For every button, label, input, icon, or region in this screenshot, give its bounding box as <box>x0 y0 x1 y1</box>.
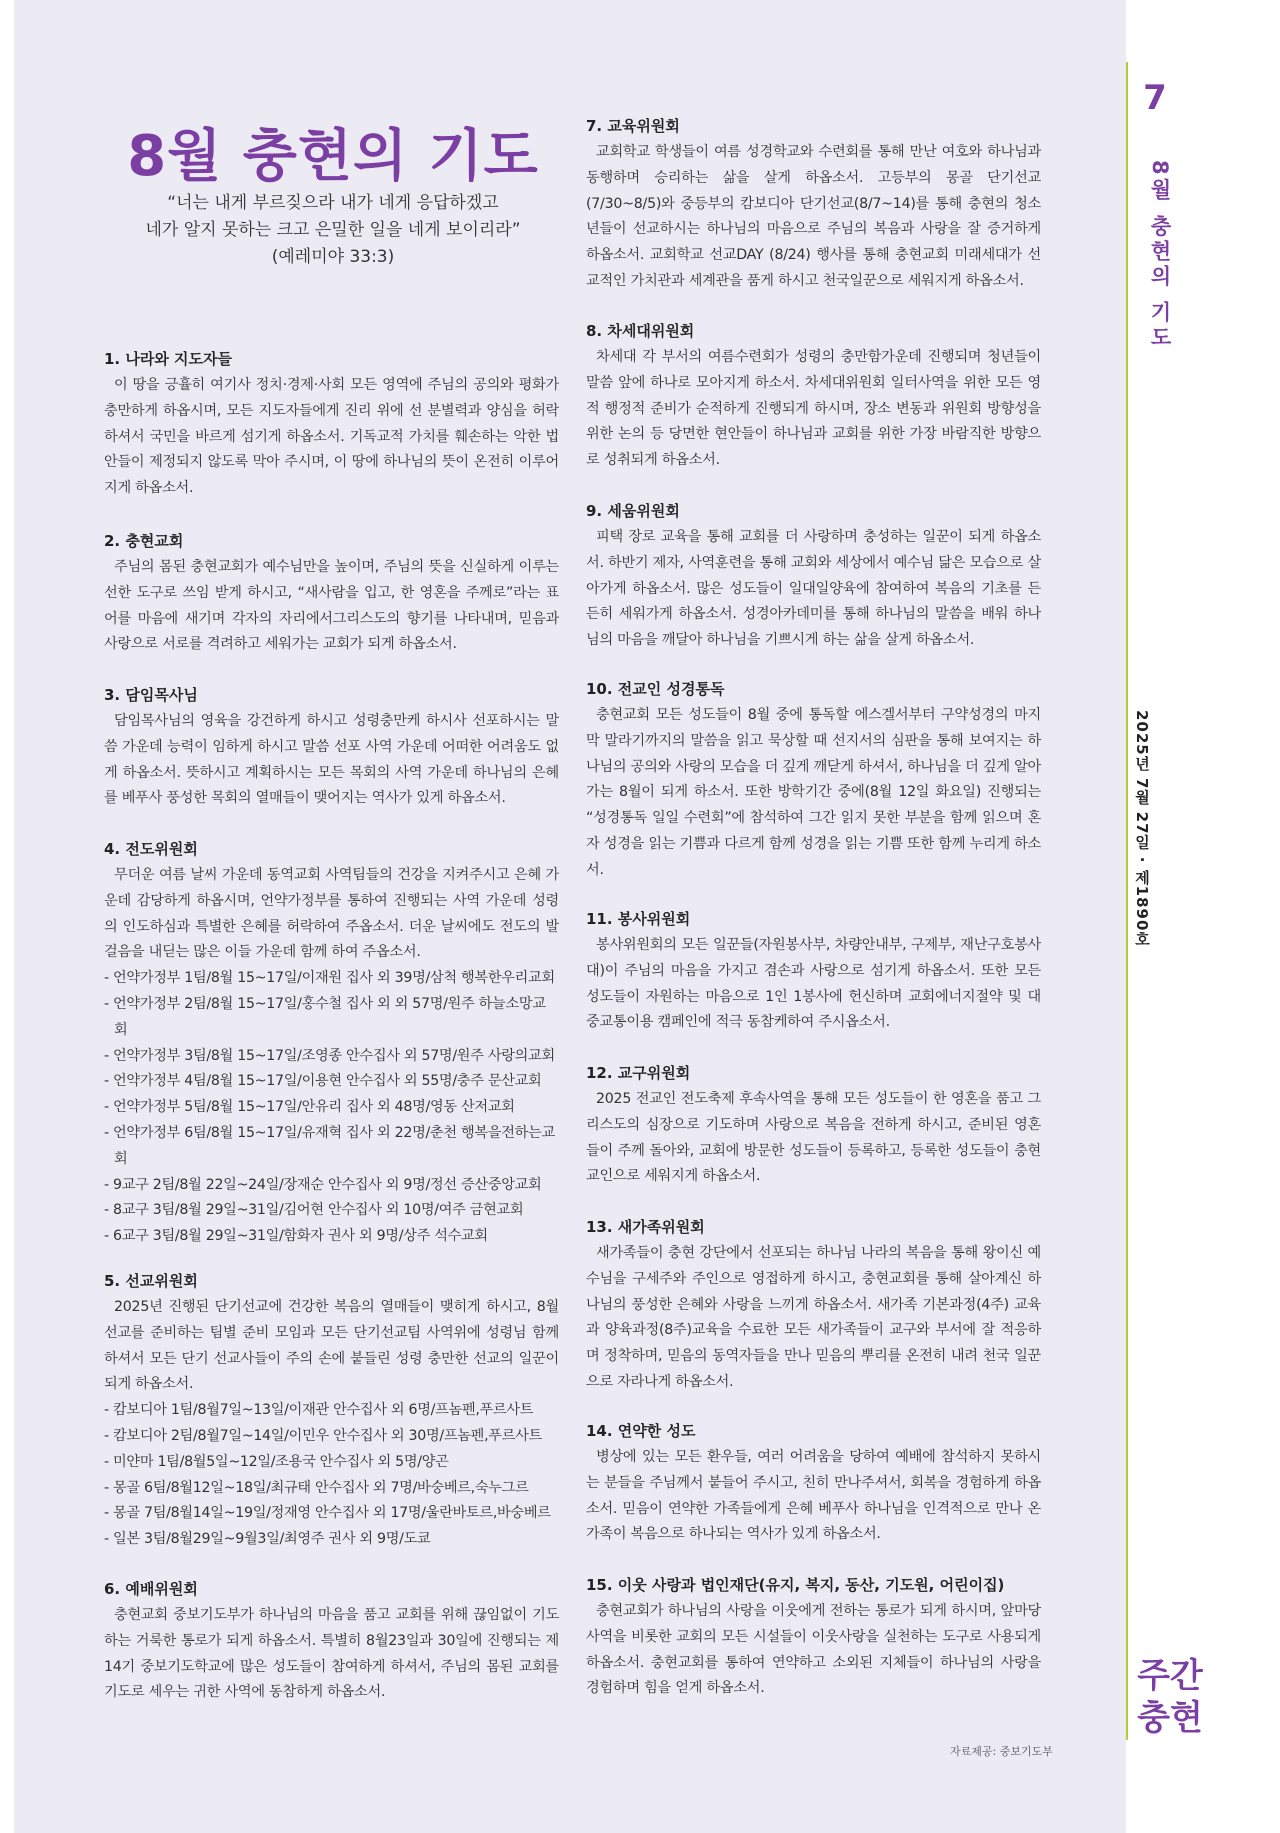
running-title: 8월 충현의 기도 <box>1148 160 1172 352</box>
section-heading: 13. 새가족위원회 <box>586 1218 705 1236</box>
list-item: - 언약가정부 6팀/8월 15~17일/유재혁 집사 외 22명/춘천 행복을전하는교회 <box>104 1124 555 1167</box>
section-body: 봉사위원회의 모든 일꾼들(자원봉사부, 차량안내부, 구제부, 재난구호봉사대)이 주님의 마음을 가지고 겸손과 사랑으로 섬기게 하옵소서. 또한 모든 성도들이 자원하는 마음으로 1인 1봉사에 헌신하며 교회에너지절약 및 대중교통이용 캠페인에 적극 동참케하여 주시옵소서. <box>586 937 1041 1031</box>
section-heading: 15. 이웃 사랑과 법인재단(유지, 복지, 동산, 기도원, 어린이집) <box>586 1576 1005 1594</box>
page-number: 7 <box>1143 78 1167 118</box>
section-heading: 10. 전교인 성경통독 <box>586 680 725 698</box>
issue-date: 2025년 7월 27일 · 제1890호 <box>1133 710 1151 948</box>
section-body: 이 땅을 긍휼히 여기사 정치·경제·사회 모든 영역에 주님의 공의와 평화가 충만하게 하옵시며, 모든 지도자들에게 진리 위에 선 분별력과 양심을 허락하셔서 국민을 바르게 섬기게 하옵소서. 기독교적 가치를 훼손하는 악한 법안들이 제정되지 않도록 막아 주시며, 이 땅에 하나님의 뜻이 온전히 이루어지게 하옵소서. <box>104 377 559 497</box>
section-heading: 8. 차세대위원회 <box>586 322 695 340</box>
section-heading: 5. 선교위원회 <box>104 1272 198 1290</box>
list-item: - 8교구 3팀/8월 29일~31일/김어현 안수집사 외 10명/여주 금현교회 <box>104 1202 524 1219</box>
prayer-section-14 <box>586 1420 1041 1548</box>
outreach-team-list <box>104 966 559 1250</box>
list-item: - 캄보디아 1팀/8월7일~13일/이재관 안수집사 외 6명/프놈펜,푸르사트 <box>104 1402 534 1419</box>
section-body: 교회학교 학생들이 여름 성경학교와 수련회를 통해 만난 여호와 하나님과 동행하며 승리하는 삶을 살게 하옵소서. 고등부의 몽골 단기선교(7/30~8/5)와 중등부의 캄보디아 단기선교(8/7~14)를 통해 충현의 청소년들이 선교하시는 하나님의 마음으로 주님의 복음과 사랑을 잘 증거하게 하옵소서. 교회학교 선교DAY (8/24) 행사를 통해 충현교회 미래세대가 선교적인 가치관과 세계관을 품게 하시고 천국일꾼으로 세워지게 하옵소서. <box>586 144 1041 289</box>
list-item: - 일본 3팀/8월29일~9월3일/최영주 권사 외 9명/도쿄 <box>104 1531 431 1548</box>
section-body: 충현교회 중보기도부가 하나님의 마음을 품고 교회를 위해 끊임없이 기도하는 거룩한 통로가 되게 하옵소서. 특별히 8월23일과 30일에 진행되는 제14기 중보기도학교에 많은 성도들이 참여하게 하셔서, 주님의 몸된 교회를 기도로 세우는 귀한 사역에 동참하게 하옵소서. <box>104 1607 559 1701</box>
prayer-section-10 <box>586 678 1041 884</box>
prayer-section-7 <box>586 115 1041 295</box>
section-heading: 9. 세움위원회 <box>586 502 680 520</box>
list-item: - 언약가정부 4팀/8월 15~17일/이용현 안수집사 외 55명/충주 문산교회 <box>104 1073 542 1090</box>
prayer-section-11 <box>586 908 1041 1036</box>
list-item: - 언약가정부 3팀/8월 15~17일/조영종 안수집사 외 57명/원주 사랑의교회 <box>104 1047 555 1064</box>
section-body: 무더운 여름 날씨 가운데 동역교회 사역팀들의 건강을 지켜주시고 은혜 가운데 감당하게 하옵시며, 언약가정부를 통하여 진행되는 사역 가운데 성령의 인도하심과 특별한 은혜를 허락하여 주옵소서. 더운 날씨에도 전도의 발걸음을 내딛는 많은 이들 가운데 함께 하여 주옵소서. <box>104 867 559 961</box>
prayer-section-9 <box>586 500 1041 654</box>
list-item: - 6교구 3팀/8월 29일~31일/함화자 권사 외 9명/상주 석수교회 <box>104 1228 488 1245</box>
section-heading: 7. 교육위원회 <box>586 117 680 135</box>
prayer-section-4 <box>104 838 559 1250</box>
section-heading: 12. 교구위원회 <box>586 1064 691 1082</box>
section-body: 병상에 있는 모든 환우들, 여러 어려움을 당하여 예배에 참석하지 못하시는 분들을 주님께서 붙들어 주시고, 친히 만나주셔서, 회복을 경험하게 하옵소서. 믿음이 연약한 가족들에게 은혜 베푸사 하나님을 인격적으로 만나 온 가족이 복음으로 하나되는 역사가 있게 하옵소서. <box>586 1449 1041 1543</box>
prayer-section-3 <box>104 684 559 812</box>
list-item: - 몽골 7팀/8월14일~19일/정재영 안수집사 외 17명/울란바토르,바숭베르 <box>104 1505 551 1522</box>
prayer-section-12 <box>586 1062 1041 1190</box>
prayer-section-2 <box>104 530 559 658</box>
section-heading: 11. 봉사위원회 <box>586 910 691 928</box>
prayer-section-1 <box>104 348 559 502</box>
list-item: - 언약가정부 5팀/8월 15~17일/안유리 집사 외 48명/영동 산저교회 <box>104 1099 515 1116</box>
list-item: - 미얀마 1팀/8월5일~12일/조용국 안수집사 외 5명/양곤 <box>104 1453 449 1470</box>
publication-brand: 주간 충현 <box>1137 1656 1203 1738</box>
section-body: 충현교회 모든 성도들이 8월 중에 통독할 에스겔서부터 구약성경의 마지막 말라기까지의 말씀을 읽고 묵상할 때 선지서의 심판을 통해 보여지는 하나님의 공의와 사랑의 모습을 더 깊게 깨닫게 하셔서, 하나님을 더 깊게 알아가는 8월이 되게 하소서. 또한 방학기간 중에(8월 12일 화요일) 진행되는 “성경통독 일일 수련회”에 참석하여 그간 읽지 못한 부분을 함께 읽으며 혼자 성경을 읽는 기쁨과 다르게 함께 성경을 읽는 기쁨 또한 함께 누리게 하소서. <box>586 707 1041 878</box>
verse-reference: (예레미야 33:3) <box>271 247 395 267</box>
section-body: 피택 장로 교육을 통해 교회를 더 사랑하며 충성하는 일꾼이 되게 하옵소서. 하반기 제자, 사역훈련을 통해 교회와 세상에서 예수님 닮은 모습으로 살아가게 하옵소서. 많은 성도들이 일대일양육에 참여하여 복음의 기초를 든든히 세워가게 하옵소서. 성경아카데미를 통해 하나님의 말씀을 배워 하나님의 마음을 깨달아 하나님을 기쁘시게 하는 삶을 살게 하옵소서. <box>586 529 1041 649</box>
section-heading: 6. 예배위원회 <box>104 1580 198 1598</box>
prayer-section-5 <box>104 1270 559 1553</box>
prayer-section-15 <box>586 1574 1041 1702</box>
section-heading: 4. 전도위원회 <box>104 840 198 858</box>
section-heading: 1. 나라와 지도자들 <box>104 350 233 368</box>
section-body: 충현교회가 하나님의 사랑을 이웃에게 전하는 통로가 되게 하시며, 앞마당 사역을 비롯한 교회의 모든 시설들이 이웃사랑을 실천하는 도구로 사용되게 하옵소서. 충현교회를 통하여 연약하고 소외된 지체들이 하나님의 사랑을 경험하며 힘을 얻게 하옵소서. <box>586 1603 1041 1697</box>
prayer-section-13 <box>586 1216 1041 1396</box>
verse-line-2: 네가 알지 못하는 크고 은밀한 일을 네게 보이리라” <box>145 220 521 240</box>
section-heading: 2. 충현교회 <box>104 532 184 550</box>
section-body: 새가족들이 충현 강단에서 선포되는 하나님 나라의 복음을 통해 왕이신 예수님을 구세주와 주인으로 영접하게 하시고, 충현교회를 통해 살아계신 하나님의 풍성한 은혜와 사랑을 느끼게 하옵소서. 새가족 기본과정(4주) 교육과 양육과정(8주)교육을 수료한 모든 새가족들이 교구와 부서에 잘 적응하며 정착하며, 믿음의 동역자들을 만나 믿음의 뿌리를 온전히 내려 천국 일꾼으로 자라나게 하옵소서. <box>586 1245 1041 1390</box>
prayer-section-8 <box>586 320 1041 474</box>
section-body: 2025년 진행된 단기선교에 건강한 복음의 열매들이 맺히게 하시고, 8월 선교를 준비하는 팀별 준비 모임과 모든 단기선교팀 사역위에 성령님 함께 하셔서 모든 단기 선교사들이 주의 손에 붙들린 성령 충만한 선교의 일꾼이 되게 하옵소서. <box>104 1299 559 1393</box>
margin-divider-line <box>1126 62 1128 1740</box>
mission-team-list <box>104 1398 559 1553</box>
list-item: - 언약가정부 1팀/8월 15~17일/이재원 집사 외 39명/삼척 행복한우리교회 <box>104 970 555 987</box>
list-item: - 언약가정부 2팀/8월 15~17일/홍수철 집사 외 외 57명/원주 하늘소망교회 <box>104 995 546 1038</box>
section-body: 주님의 몸된 충현교회가 예수님만을 높이며, 주님의 뜻을 신실하게 이루는 선한 도구로 쓰임 받게 하시고, “새사람을 입고, 한 영혼을 주께로”라는 표어를 마음에 새기며 각자의 자리에서그리스도의 향기를 나타내며, 믿음과 사랑으로 서로를 격려하고 세워가는 교회가 되게 하옵소서. <box>104 559 560 653</box>
section-heading: 14. 연약한 성도 <box>586 1422 696 1440</box>
list-item: - 9교구 2팀/8월 22일~24일/장재순 안수집사 외 9명/정선 증산중앙교회 <box>104 1176 542 1193</box>
section-body: 담임목사님의 영육을 강건하게 하시고 성령충만케 하시사 선포하시는 말씀 가운데 능력이 임하게 하시고 말씀 선포 사역 가운데 어떠한 어려움도 없게 하옵소서. 뜻하시고 계획하시는 모든 목회의 사역 가운데 하나님의 은혜를 베푸사 풍성한 목회의 열매들이 맺어지는 역사가 있게 하옵소서. <box>104 713 559 807</box>
verse-line-1: “너는 내게 부르짖으라 내가 네게 응답하겠고 <box>167 193 499 213</box>
prayer-section-6 <box>104 1578 559 1706</box>
page-title: 8월 충현의 기도 <box>127 124 539 189</box>
section-heading: 3. 담임목사님 <box>104 686 198 704</box>
source-credit: 자료제공: 중보기도부 <box>950 1745 1053 1758</box>
section-body: 차세대 각 부서의 여름수련회가 성령의 충만함가운데 진행되며 청년들이 말씀 앞에 하나로 모아지게 하소서. 차세대위원회 일터사역을 위한 모든 영적 행정적 준비가 순적하게 진행되게 하시며, 장소 변동과 위원회 방향성을 위한 논의 등 당면한 현안들이 하나님과 교회를 위한 가장 바람직한 방향으로 성취되게 하옵소서. <box>586 349 1041 469</box>
list-item: - 캄보디아 2팀/8월7일~14일/이민우 안수집사 외 30명/프놈펜,푸르사트 <box>104 1427 542 1444</box>
section-body: 2025 전교인 전도축제 후속사역을 통해 모든 성도들이 한 영혼을 품고 그리스도의 심장으로 기도하며 사랑으로 복음을 전하게 하시고, 준비된 영혼들이 주께 돌아와, 교회에 방문한 성도들이 등록하고, 등록한 성도들이 충현교인으로 세워지게 하옵소서. <box>586 1091 1041 1185</box>
list-item: - 몽골 6팀/8월12일~18일/최규태 안수집사 외 7명/바숭베르,숙누그르 <box>104 1479 529 1496</box>
scripture-verse <box>118 190 548 271</box>
